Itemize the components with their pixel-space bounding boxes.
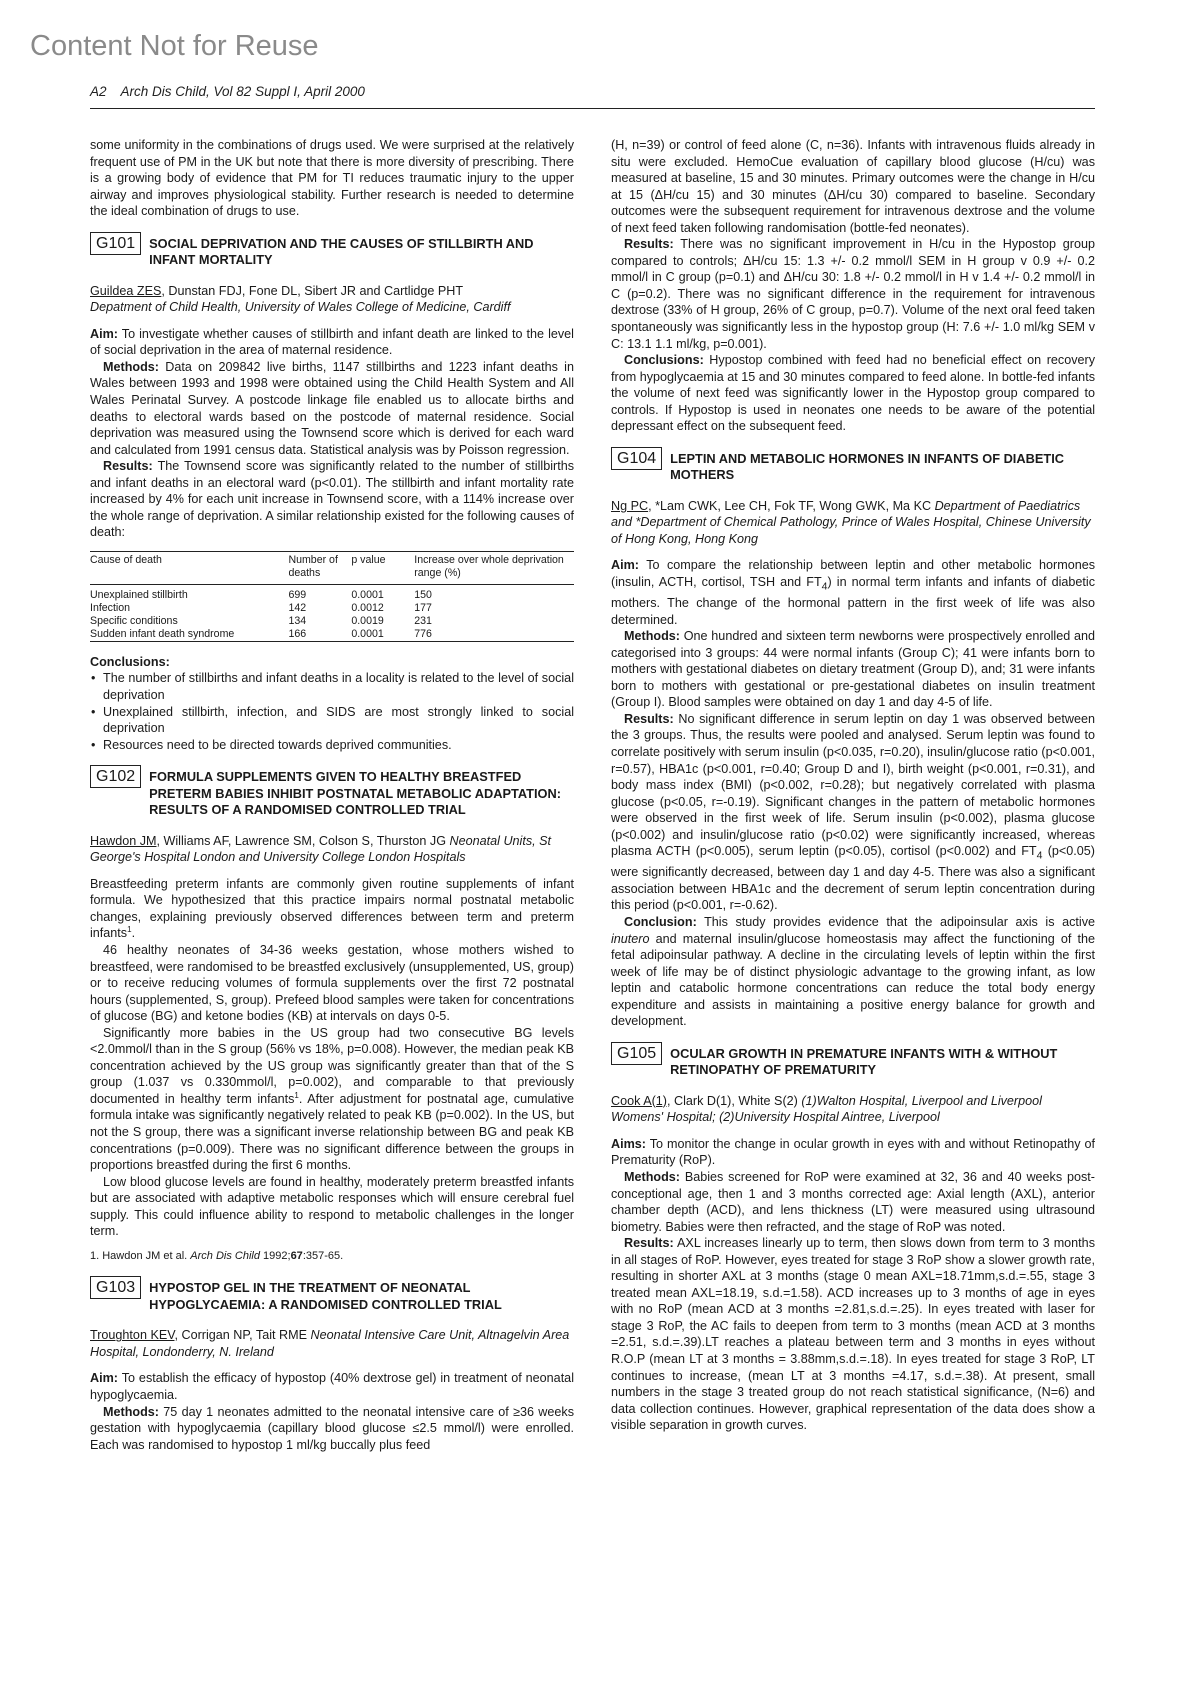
aim-text: To investigate whether causes of stillbirth and infant death are linked to the level of social deprivation in the area of maternal residence.: [90, 326, 574, 358]
first-author: Guildea ZES: [90, 283, 162, 298]
methods-text: Babies screened for RoP were examined at 32, 36 and 40 weeks post-conceptional age, then 1 and 3 months corrected age: Axial length (AXL), anterior chamber depth (ACD), and lens thickness (LT) were measured using ultrasound biometry. Babies were then refracted, and the stage of RoP was noted.: [611, 1170, 1095, 1234]
table-cell: 142: [288, 601, 307, 614]
methods-text: One hundred and sixteen term newborns were prospectively enrolled and categorised into 3 groups: 44 were normal infants (Group C); 41 were infants born to mothers with gestational diabetes on dietary treatment (Group D), and; 31 were infants born to mothers with gestational or pre-gestational diabetes on insulin treatment (Group I). Blood samples were obtained on day 1 and day 4-5 of life.: [611, 629, 1095, 710]
first-author: Cook A(1): [611, 1093, 667, 1108]
conclusion-paragraph: [611, 914, 1095, 1030]
page-number: A2: [90, 84, 107, 99]
methods-label: Methods:: [624, 629, 680, 644]
abstract-heading-g104: [611, 447, 1095, 484]
first-author: Ng PC: [611, 498, 649, 513]
methods-text: Data on 209842 live births, 1147 stillbirths and 1223 infant deaths in Wales between 1993 and 1998 were obtained using the Child Health System and All Wales Perinatal Survey. A postcode linkage file enabled us to allocate births and deaths to electoral wards based on the postcode of maternal residence. Social deprivation was measured using the Townsend score which is derived for each ward and calculated from 1991 census data. Statistical analysis was by Poisson regression.: [90, 359, 574, 457]
header-rule: [90, 108, 1095, 109]
results-label: Results:: [624, 711, 674, 726]
table-cell: 231: [414, 614, 432, 627]
methods-label: Methods:: [103, 1404, 159, 1419]
co-authors: , *Lam CWK, Lee CH, Fok TF, Wong GWK, Ma KC: [648, 498, 935, 513]
co-authors: , Corrigan NP, Tait RME: [174, 1328, 311, 1343]
institution: Neonatal Units, St George's Hospital London and University College London Hospitals: [90, 833, 552, 865]
conclusion-italic: inutero: [611, 931, 650, 946]
abstract-heading-g101: [90, 232, 574, 269]
aim-label: Aim:: [90, 1371, 118, 1386]
conclusion-text: This study provides evidence that the adipoinsular axis is active: [696, 915, 1095, 929]
co-authors: , Clark D(1), White S(2): [667, 1093, 802, 1108]
right-column: [611, 137, 1095, 1434]
abstract-code: G104: [611, 447, 662, 470]
author-line: [611, 1093, 1095, 1126]
author-line: [90, 833, 574, 866]
conclusions-list: [90, 670, 574, 753]
aim-paragraph: [611, 557, 1095, 628]
list-item: • Resources need to be directed towards deprived communities.: [103, 737, 574, 754]
first-author: Hawdon JM: [90, 833, 157, 848]
watermark: Content Not for Reuse: [30, 30, 319, 62]
methods-label: Methods:: [624, 1170, 680, 1185]
results-paragraph: [611, 236, 1095, 352]
aim-text: To establish the efficacy of hypostop (40% dextrose gel) in treatment of neonatal hypoglycaemia.: [90, 1371, 574, 1403]
results-label: Results:: [624, 237, 674, 252]
methods-paragraph: [611, 628, 1095, 711]
body-paragraph: [90, 1025, 574, 1174]
table-header: Cause of death: [90, 553, 162, 566]
methods-label: Methods:: [103, 359, 159, 374]
running-head: [90, 84, 1095, 99]
list-item: • Unexplained stillbirth, infection, and SIDS are most strongly linked to social deprivation: [103, 704, 574, 737]
table-row: [90, 615, 574, 628]
body-text: Breastfeeding preterm infants are commonly given routine supplements of infant formula. We hypothesized that this practice impairs normal postnatal metabolic changes, explaining previously observed differences between term and preterm infants: [90, 876, 574, 941]
aim-paragraph: [90, 326, 574, 359]
results-text: (p<0.05) were significantly decreased, between day 1 and day 4-5. There was also a significant association between HBA1c and the decrement of serum leptin concentration during this period (p<0.001, r=-0.62).: [611, 844, 1095, 913]
table-cell: 0.0001: [351, 627, 384, 640]
table-row: [90, 584, 574, 602]
citation-mark: 1: [294, 1090, 299, 1100]
institution: Department of Paediatrics and *Department of Chemical Pathology, Prince of Wales Hospital, Chinese University of Hong Kong, Hong Kong: [611, 498, 1091, 546]
table-cell: 699: [288, 588, 307, 601]
body-text: . After adjustment for postnatal age, cumulative formula intake was significantly negatively related to peak KB (p=0.002). In the US, but not the S group, there was a significant inverse relationship between BG and peak KB concentrations (p=0.009). There was no significant difference between the groups in proportions breastfed during the first 6 months.: [90, 1091, 574, 1173]
table-cell: Sudden infant death syndrome: [90, 627, 235, 640]
methods-paragraph: [611, 1169, 1095, 1235]
abstract-code: G101: [90, 232, 141, 255]
aim-text: To compare the relationship between leptin and other metabolic hormones (insulin, ACTH, cortisol, TSH and FT: [611, 558, 1095, 590]
results-text: There was no significant improvement in H/cu in the Hypostop group compared to controls; ΔH/cu 15: 1.3 +/- 0.2 mmol/l SEM in H group v 0.9 +/- 0.2 mmol/l in C group (p=0.1) and ΔH/cu 30: 1.8 +/- 0.2 mmol/l in H v 1.4 +/- 0.2 mmol/l in C (p=0.2). There was no significant difference in the requirement for intravenous dextrose (33% of H group, 26% of C group, p=0.7). Volume of the next oral feed taken spontaneously was significantly less in the hypostop group (H: 7.6 +/- 1.0 ml/kg SEM v C: 13.1 1.1 ml/kg, p=0.001).: [611, 237, 1095, 351]
abstract-heading-g103: [90, 1276, 574, 1313]
citation-mark: 1: [127, 925, 132, 935]
results-text: No significant difference in serum leptin on day 1 was observed between the 3 groups. Thus, the results were pooled and analysed. Serum leptin was found to correlate positively with serum insulin (p<0.035, r=0.20), insulin/glucose ratio (p<0.001, r=0.57), HBA1c (p<0.001, r=0.40; Group D and I), birth weight (p<0.001, r=0.31), and body mass index (BMI) (p<0.002, r=0.28); but negatively correlated with plasma glucose (p<0.05, r=-0.19). Significant changes in the pattern of metabolic hormones were observed in the first week of life. Serum insulin (p<0.002), plasma glucose (p<0.002) and insulin/glucose ratio (p<0.02) were significantly increased, whereas plasma ACTH (p<0.005), serum leptin (p<0.05), cortisol (p<0.002) and FT: [611, 711, 1095, 859]
abstract-title: SOCIAL DEPRIVATION AND THE CAUSES OF STILLBIRTH AND INFANT MORTALITY: [149, 235, 534, 268]
body-text: Significantly more babies in the US group had two consecutive BG levels <2.0mmol/l than in the S group (56% vs 18%, p=0.008). However, the median peak KB concentration achieved by the US group was significantly greater than that of the S group (1.037 vs 0.330mmol/l, p=0.002), and comparable to that previously documented in healthy term infants: [90, 1025, 574, 1106]
body-text: .: [131, 926, 136, 941]
abstract-title: FORMULA SUPPLEMENTS GIVEN TO HEALTHY BREASTFED PRETERM BABIES INHIBIT POSTNATAL METABOLIC ADAPTATION: RESULTS OF A RANDOMISED CONTROLLED TRIAL: [149, 769, 561, 818]
causes-of-death-table: [90, 551, 574, 642]
table-cell: 0.0001: [351, 588, 384, 601]
table-cell: 134: [288, 614, 307, 627]
table-row: [90, 628, 574, 642]
abstract-heading-g102: [90, 765, 574, 819]
table-header-row: [90, 551, 574, 584]
table-cell: 0.0012: [351, 601, 384, 614]
aims-paragraph: [611, 1136, 1095, 1169]
conclusions-text: Hypostop combined with feed had no beneficial effect on recovery from hypoglycaemia at 15 and 30 minutes compared to feed alone. In bottle-fed infants the volume of next feed was significantly lower in the Hypostop group compared to controls. If Hypostop is used in neonates one needs to be aware of the potential depressant effect on the subsequent feed.: [611, 353, 1095, 434]
table-header: Increase over whole deprivation range (%): [414, 553, 564, 579]
table-header: Number of deaths: [288, 553, 338, 579]
methods-continued: (H, n=39) or control of feed alone (C, n=36). Infants with intravenous fluids already in situ were excluded. HemoCue evaluation of capillary blood glucose (H/cu) was measured at baseline, 15 and 30 minutes. Primary outcomes were the change in H/cu at 15 (ΔH/cu 15) and 30 minutes (ΔH/cu 30) compared to baseline. Secondary outcomes were the subsequent requirement for intravenous dextrose and the volume of next feed taken following randomisation (bottle-fed neonates).: [611, 138, 1095, 235]
subscript: 4: [821, 580, 828, 593]
first-author: Troughton KEV: [90, 1328, 175, 1343]
reference-year: 1992;: [259, 1249, 291, 1262]
left-column: [90, 137, 574, 1453]
conclusions-label: Conclusions:: [624, 353, 704, 368]
results-label: Results:: [103, 459, 153, 474]
conclusions-label: Conclusions:: [90, 654, 170, 669]
aims-text: To monitor the change in ocular growth in eyes with and without Retinopathy of Prematurity (RoP).: [611, 1136, 1095, 1168]
table-cell: 0.0019: [351, 614, 384, 627]
table-header: p value: [351, 553, 386, 566]
author-line: [90, 283, 574, 316]
reference-journal: Arch Dis Child: [190, 1249, 260, 1262]
list-item: • The number of stillbirths and infant deaths in a locality is related to the level of social deprivation: [103, 670, 574, 703]
body-paragraph: 46 healthy neonates of 34-36 weeks gestation, whose mothers wished to breastfeed, were randomised to be breastfed exclusively (unsupplemented, US, group) or to receive reducing volumes of formula supplements over the first 72 postnatal hours (supplemented, S, group). Prefeed blood samples were taken for concentrations of glucose (BG) and ketone bodies (KB) at intervals on days 0-5.: [90, 943, 574, 1024]
aim-label: Aim:: [90, 326, 118, 341]
table-cell: Specific conditions: [90, 614, 178, 627]
author-line: [90, 1327, 574, 1360]
reference-authors: 1. Hawdon JM et al.: [90, 1249, 191, 1262]
abstract-title: OCULAR GROWTH IN PREMATURE INFANTS WITH & WITHOUT RETINOPATHY OF PREMATURITY: [670, 1045, 1058, 1078]
co-authors: , Williams AF, Lawrence SM, Colson S, Thurston JG: [156, 833, 450, 848]
table-cell: 166: [288, 627, 307, 640]
reference-volume: 67: [290, 1249, 303, 1262]
aim-paragraph: [90, 1370, 574, 1403]
results-paragraph: [611, 1235, 1095, 1434]
methods-text: 75 day 1 neonates admitted to the neonatal intensive care of ≥36 weeks gestation with hypoglycaemia (capillary blood glucose ≤2.5 mmol/l) were enrolled. Each was randomised to hypostop 1 ml/kg buccally plus feed: [90, 1404, 574, 1452]
body-paragraph: [90, 876, 574, 942]
institution: (1)Walton Hospital, Liverpool and Liverpool Womens' Hospital; (2)University Hospital Aintree, Liverpool: [611, 1093, 1042, 1125]
abstract-title: LEPTIN AND METABOLIC HORMONES IN INFANTS OF DIABETIC MOTHERS: [670, 450, 1064, 483]
aims-label: Aims:: [611, 1136, 646, 1151]
table-row: [90, 602, 574, 615]
conclusion-text: and maternal insulin/glucose homeostasis may affect the functioning of the fetal adipoinsular pathway. A decline in the circulating levels of leptin within the first week of life may be of distinct physiologic advantage to the growing infant, as low leptin and catabolic hormone concentrations can reduce the total body energy expenditure and assists in maintaining a positive energy balance for growth and development.: [611, 931, 1095, 1029]
conclusions-paragraph: [611, 352, 1095, 435]
results-paragraph: [611, 711, 1095, 914]
subscript: 4: [1036, 849, 1043, 862]
institution: Neonatal Intensive Care Unit, Altnagelvin Area Hospital, Londonderry, N. Ireland: [90, 1328, 570, 1359]
reference-pages: :357-65.: [302, 1249, 344, 1262]
co-authors: , Dunstan FDJ, Fone DL, Sibert JR and Cartlidge PHT: [161, 283, 464, 298]
table-cell: 776: [414, 627, 432, 640]
body-paragraph: Low blood glucose levels are found in healthy, moderately preterm breastfed infants but are associated with adaptive metabolic responses which will ensure cerebral fuel supply. This could influence ability to respond to metabolic challenges in the longer term.: [90, 1174, 574, 1239]
results-paragraph: [90, 458, 574, 541]
abstract-title: HYPOSTOP GEL IN THE TREATMENT OF NEONATAL HYPOGLYCAEMIA: A RANDOMISED CONTROLLED TRIAL: [149, 1280, 502, 1312]
table-cell: 177: [414, 601, 432, 614]
abstract-code: G105: [611, 1042, 662, 1065]
aim-text: ) in normal term infants and infants of diabetic mothers. The change of the hormonal pattern in the first week of life was also determined.: [611, 575, 1095, 627]
table-cell: Infection: [90, 601, 131, 614]
institution: Depatment of Child Health, University of Wales College of Medicine, Cardiff: [90, 300, 511, 315]
table-cell: 150: [414, 588, 432, 601]
table-cell: Unexplained stillbirth: [90, 588, 188, 601]
abstract-code: G102: [90, 765, 141, 788]
results-text: AXL increases linearly up to term, then slows down from term to 3 months in all stages of RoP. However, eyes treated for stage 3 RoP show a slower growth rate, resulting in shorter AXL at 3 months (stage 0 mean AXL=18.71mm,s.d.=.55, stage 3 treated mean AXL=18.19, s.d.=1.58). ACD increases up to 3 months of age in eyes with no RoP (mean ACD at 3 months =2.81,s.d.=.25). In eyes treated with laser for stage 3 RoP, the AC fails to deepen from term to 3 months (mean ACD at 3 months =2.51, s.d.=.39).LT reaches a plateau between term and 3 months in eyes without R.O.P (mean LT at 3 months = 3.88mm,s.d.=.18). In eyes treated for stage 3 RoP, LT continues to increase, (mean LT at 3 months =4.17, s.d.=.38). At present, small numbers in the stage 3 treated group do not reach statistical significance, (N=6) and data collection continues. However, graphical representation of the data does show a visible separation in growth curves.: [611, 1236, 1095, 1433]
abstract-code: G103: [90, 1276, 141, 1299]
journal-citation: Arch Dis Child, Vol 82 Suppl I, April 2000: [120, 84, 365, 99]
abstract-heading-g105: [611, 1042, 1095, 1079]
methods-paragraph: [90, 1404, 574, 1454]
methods-paragraph: [90, 359, 574, 458]
results-text: The Townsend score was significantly related to the number of stillbirths and infant deaths in an electoral ward (p<0.01). The stillbirth and infant mortality rate increased by 4% for each unit increase in Townsend score, with a 114% increase over the whole range of deprivation. A similar relationship existed for the following causes of death:: [90, 459, 574, 540]
results-label: Results:: [624, 1236, 674, 1251]
reference: [90, 1248, 574, 1265]
conclusion-label: Conclusion:: [624, 915, 697, 929]
aim-label: Aim:: [611, 558, 639, 573]
intro-paragraph: some uniformity in the combinations of drugs used. We were surprised at the relatively frequent use of PM in the UK but note that there is more diversity of prescribing. There is a growing body of evidence that PM for TI reduces traumatic injury to the upper airway and improves physiological stability. Further research is needed to determine the ideal combination of drugs to use.: [90, 138, 574, 219]
author-line: [611, 498, 1095, 548]
